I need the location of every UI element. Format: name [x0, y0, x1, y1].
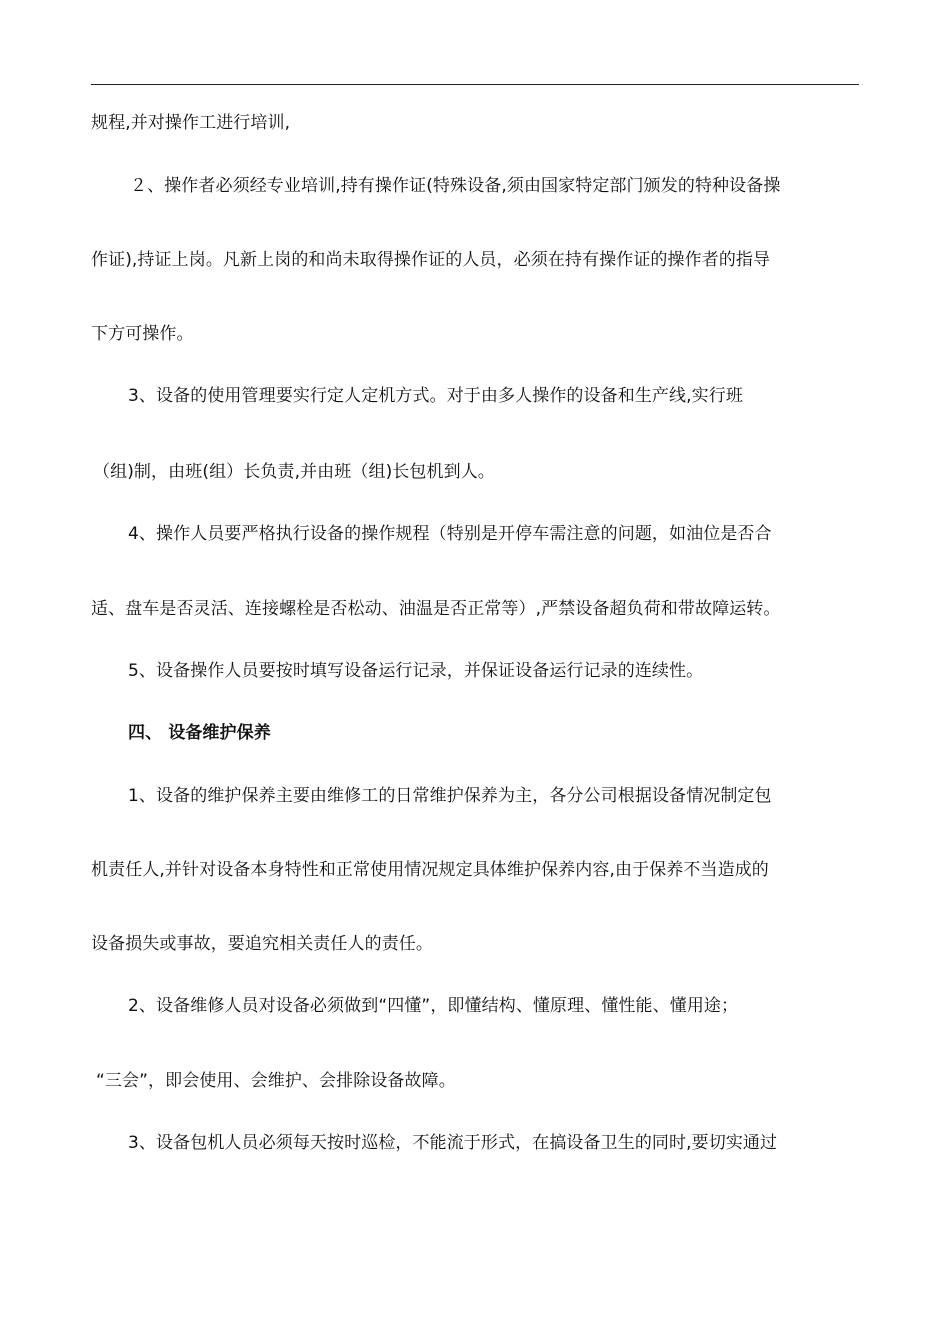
text-line: 适、盘车是否灵活、连接螺栓是否松动、油温是否正常等）,严禁设备超负荷和带故障运转。	[91, 599, 781, 619]
text-line: 3、设备包机人员必须每天按时巡检，不能流于形式，在搞设备卫生的同时,要切实通过	[128, 1133, 778, 1153]
section-heading: 四、 设备维护保养	[128, 723, 271, 743]
text-line: 作证),持证上岗。凡新上岗的和尚未取得操作证的人员，必须在持有操作证的操作者的指导	[91, 250, 771, 270]
text-line: 1、设备的维护保养主要由维修工的日常维护保养为主，各分公司根据设备情况制定包	[128, 786, 772, 806]
text-line: 2、设备维修人员对设备必须做到“四懂”，即懂结构、懂原理、懂性能、懂用途；	[128, 996, 739, 1016]
text-line: 设备损失或事故，要追究相关责任人的责任。	[91, 934, 433, 954]
text-line: （组)制，由班(组）长负责,并由班（组)长包机到人。	[93, 462, 495, 482]
text-line: 4、操作人员要严格执行设备的操作规程（特别是开停车需注意的问题，如油位是否合	[128, 524, 772, 544]
text-line: 机责任人,并针对设备本身特性和正常使用情况规定具体维护保养内容,由于保养不当造成的	[91, 860, 769, 880]
text-line: ２、操作者必须经专业培训,持有操作证(特殊设备,须由国家特定部门颁发的特种设备操	[130, 176, 781, 196]
header-rule	[91, 84, 859, 85]
text-line: 5、设备操作人员要按时填写设备运行记录，并保证设备运行记录的连续性。	[128, 661, 704, 681]
text-line: “三会”，即会使用、会维护、会排除设备故障。	[96, 1071, 456, 1091]
text-line: 规程,并对操作工进行培训,	[91, 113, 291, 133]
text-line: 3、设备的使用管理要实行定人定机方式。对于由多人操作的设备和生产线,实行班	[128, 386, 743, 406]
text-line: 下方可操作。	[91, 324, 194, 344]
